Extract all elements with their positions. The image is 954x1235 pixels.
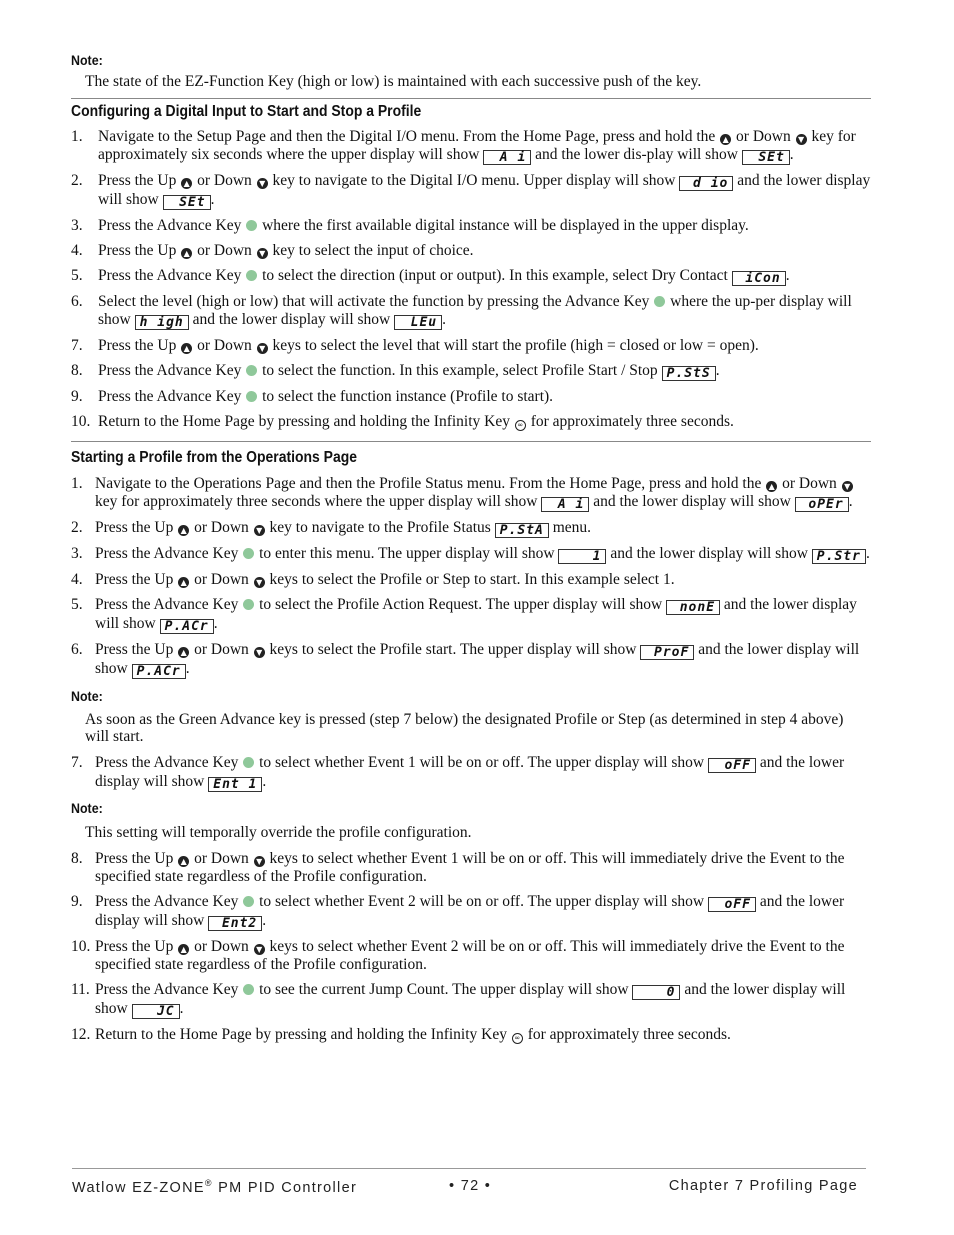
list-item: 5. Press the Advance Key to select the direction (input or output). In this example, select Dry Contact iCon . xyxy=(71,267,790,286)
section-divider xyxy=(71,98,871,99)
up-key-icon: ▲ xyxy=(178,647,189,658)
advance-key-icon xyxy=(243,548,254,559)
steps-list xyxy=(71,754,871,792)
note-text: This setting will temporally override the profile configuration. xyxy=(85,824,472,841)
up-key-icon: ▲ xyxy=(720,134,731,145)
list-item: 10. Return to the Home Page by pressing and holding the Infinity Key ∞ for approximately three seconds. xyxy=(71,413,734,430)
advance-key-icon xyxy=(243,599,254,610)
step-number: 12. xyxy=(71,1026,91,1043)
down-key-icon: ▼ xyxy=(254,577,265,588)
step-number: 10. xyxy=(71,938,91,955)
list-item: 9. Press the Advance Key to select whether Event 2 will be on or off. The upper display will show oFF and the lower display will show Ent2 . xyxy=(71,893,845,931)
list-item: 3. Press the Advance Key to enter this menu. The upper display will show 1 and the lower display will show P.Str . xyxy=(71,545,870,564)
display-readout: LEu xyxy=(394,315,442,330)
advance-key-icon xyxy=(246,270,257,281)
display-readout: nonE xyxy=(666,600,720,615)
step-number: 5. xyxy=(71,267,83,284)
step-number: 2. xyxy=(71,519,83,536)
note-text: As soon as the Green Advance key is pressed (step 7 below) the designated Profile or Step (as determined in step 4 above) will start. xyxy=(85,711,844,745)
up-key-icon: ▲ xyxy=(766,481,777,492)
section-title: Configuring a Digital Input to Start and Stop a Profile xyxy=(71,103,422,120)
section-divider xyxy=(71,441,871,442)
advance-key-icon xyxy=(246,365,257,376)
advance-key-icon xyxy=(243,757,254,768)
display-readout: iCon xyxy=(732,271,786,286)
display-readout: Ent2 xyxy=(208,916,262,931)
display-readout: h igh xyxy=(135,315,189,330)
list-item: 12. Return to the Home Page by pressing and holding the Infinity Key ∞ for approximately three seconds. xyxy=(71,1026,731,1043)
list-item: 8. Press the Up ▲ or Down ▼ keys to select whether Event 1 will be on or off. This will immediately drive the Event to the specified state regardless of the Profile configuration. xyxy=(71,850,845,885)
advance-key-icon xyxy=(246,391,257,402)
list-item: 1. Navigate to the Operations Page and then the Profile Status menu. From the Home Page, press and hold the ▲ or Down ▼ key for approximately three seconds where the upper display will show A i and the lower display will show oPEr . xyxy=(71,475,853,512)
up-key-icon: ▲ xyxy=(181,343,192,354)
step-number: 8. xyxy=(71,362,83,379)
step-number: 3. xyxy=(71,545,83,562)
up-key-icon: ▲ xyxy=(181,248,192,259)
list-item: 6. Press the Up ▲ or Down ▼ keys to select the Profile start. The upper display will show ProF and the lower display will show P.ACr . xyxy=(71,641,860,679)
down-key-icon: ▼ xyxy=(254,856,265,867)
list-item: 4. Press the Up ▲ or Down ▼ keys to select the Profile or Step to start. In this example select 1. xyxy=(71,571,675,588)
up-key-icon: ▲ xyxy=(178,944,189,955)
display-readout: ProF xyxy=(640,645,694,660)
list-item: 10. Press the Up ▲ or Down ▼ keys to select whether Event 2 will be on or off. This will immediately drive the Event to the specified state regardless of the Profile configuration. xyxy=(71,938,845,973)
list-item: 8. Press the Advance Key to select the function. In this example, select Profile Start / Stop P.StS . xyxy=(71,362,720,381)
display-readout: 0 xyxy=(632,985,680,1000)
note-label: Note: xyxy=(71,53,103,68)
step-number: 7. xyxy=(71,754,83,771)
note-text: The state of the EZ-Function Key (high or low) is maintained with each successive push of the key. xyxy=(85,73,702,90)
list-item: 3. Press the Advance Key where the first available digital instance will be displayed in the upper display. xyxy=(71,217,749,234)
display-readout: P.ACr xyxy=(160,619,214,634)
page-number: • 72 • xyxy=(449,1178,492,1194)
section-title: Starting a Profile from the Operations Page xyxy=(71,449,358,466)
step-number: 5. xyxy=(71,596,83,613)
advance-key-icon xyxy=(243,984,254,995)
list-item: 7. Press the Advance Key to select whether Event 1 will be on or off. The upper display will show oFF and the lower display will show Ent 1 . xyxy=(71,754,845,792)
step-number: 3. xyxy=(71,217,83,234)
step-number: 1. xyxy=(71,475,83,492)
down-key-icon: ▼ xyxy=(796,134,807,145)
down-key-icon: ▼ xyxy=(254,525,265,536)
display-readout: P.StA xyxy=(495,523,549,538)
down-key-icon: ▼ xyxy=(842,481,853,492)
up-key-icon: ▲ xyxy=(178,577,189,588)
page-content xyxy=(71,52,871,1044)
display-readout: P.Str xyxy=(812,549,866,564)
step-number: 8. xyxy=(71,850,83,867)
step-number: 11. xyxy=(71,981,90,998)
up-key-icon: ▲ xyxy=(178,856,189,867)
down-key-icon: ▼ xyxy=(257,343,268,354)
display-readout: oPEr xyxy=(795,497,849,512)
display-readout: JC xyxy=(132,1004,180,1019)
steps-list xyxy=(71,850,871,1044)
down-key-icon: ▼ xyxy=(254,944,265,955)
display-readout: SEt xyxy=(163,195,211,210)
display-readout: SEt xyxy=(742,150,790,165)
step-number: 1. xyxy=(71,128,83,145)
infinity-key-icon: ∞ xyxy=(515,420,526,431)
list-item: 4. Press the Up ▲ or Down ▼ key to select the input of choice. xyxy=(71,242,474,259)
down-key-icon: ▼ xyxy=(257,178,268,189)
advance-key-icon xyxy=(654,296,665,307)
list-item: 2. Press the Up ▲ or Down ▼ key to navigate to the Digital I/O menu. Upper display will show d io and the lower display will show SEt . xyxy=(71,172,871,210)
note-label: Note: xyxy=(71,801,103,816)
step-number: 6. xyxy=(71,641,83,658)
list-item: 1. Navigate to the Setup Page and then the Digital I/O menu. From the Home Page, press and hold the ▲ or Down ▼ key for approximately six seconds where the upper display will show A i and the lower dis-play will show SEt . xyxy=(71,128,856,165)
step-number: 9. xyxy=(71,893,83,910)
steps-list xyxy=(71,475,871,679)
display-readout: P.StS xyxy=(662,366,716,381)
display-readout: oFF xyxy=(708,897,756,912)
footer-title: Watlow EZ-ZONE® PM PID Controller xyxy=(72,1178,358,1196)
display-readout: Ent 1 xyxy=(208,777,262,792)
step-number: 7. xyxy=(71,337,83,354)
list-item: 7. Press the Up ▲ or Down ▼ keys to select the level that will start the profile (high = closed or low = open). xyxy=(71,337,759,354)
chapter-title: Chapter 7 Profiling Page xyxy=(668,1178,858,1194)
steps-list xyxy=(71,128,871,431)
step-number: 2. xyxy=(71,172,83,189)
down-key-icon: ▼ xyxy=(254,647,265,658)
advance-key-icon xyxy=(243,896,254,907)
note-label: Note: xyxy=(71,689,103,704)
page-footer xyxy=(72,1168,866,1196)
list-item: 11. Press the Advance Key to see the current Jump Count. The upper display will show 0 and the lower display will show JC . xyxy=(71,981,846,1019)
display-readout: P.ACr xyxy=(132,664,186,679)
up-key-icon: ▲ xyxy=(181,178,192,189)
step-number: 10. xyxy=(71,413,91,430)
step-number: 4. xyxy=(71,242,83,259)
display-readout: 1 xyxy=(558,549,606,564)
list-item: 9. Press the Advance Key to select the function instance (Profile to start). xyxy=(71,388,554,405)
up-key-icon: ▲ xyxy=(178,525,189,536)
display-readout: d io xyxy=(679,176,733,191)
step-number: 4. xyxy=(71,571,83,588)
infinity-key-icon: ∞ xyxy=(512,1033,523,1044)
list-item: 5. Press the Advance Key to select the Profile Action Request. The upper display will show nonE and the lower display will show P.ACr . xyxy=(71,596,857,634)
display-readout: oFF xyxy=(708,758,756,773)
step-number: 6. xyxy=(71,293,83,310)
list-item: 6. Select the level (high or low) that will activate the function by pressing the Advance Key where the up-per display will show h igh and the lower display will show LEu . xyxy=(71,293,852,330)
list-item: 2. Press the Up ▲ or Down ▼ key to navigate to the Profile Status P.StA menu. xyxy=(71,519,592,538)
display-readout: A i xyxy=(541,497,589,512)
advance-key-icon xyxy=(246,220,257,231)
display-readout: A i xyxy=(483,150,531,165)
down-key-icon: ▼ xyxy=(257,248,268,259)
step-number: 9. xyxy=(71,388,83,405)
